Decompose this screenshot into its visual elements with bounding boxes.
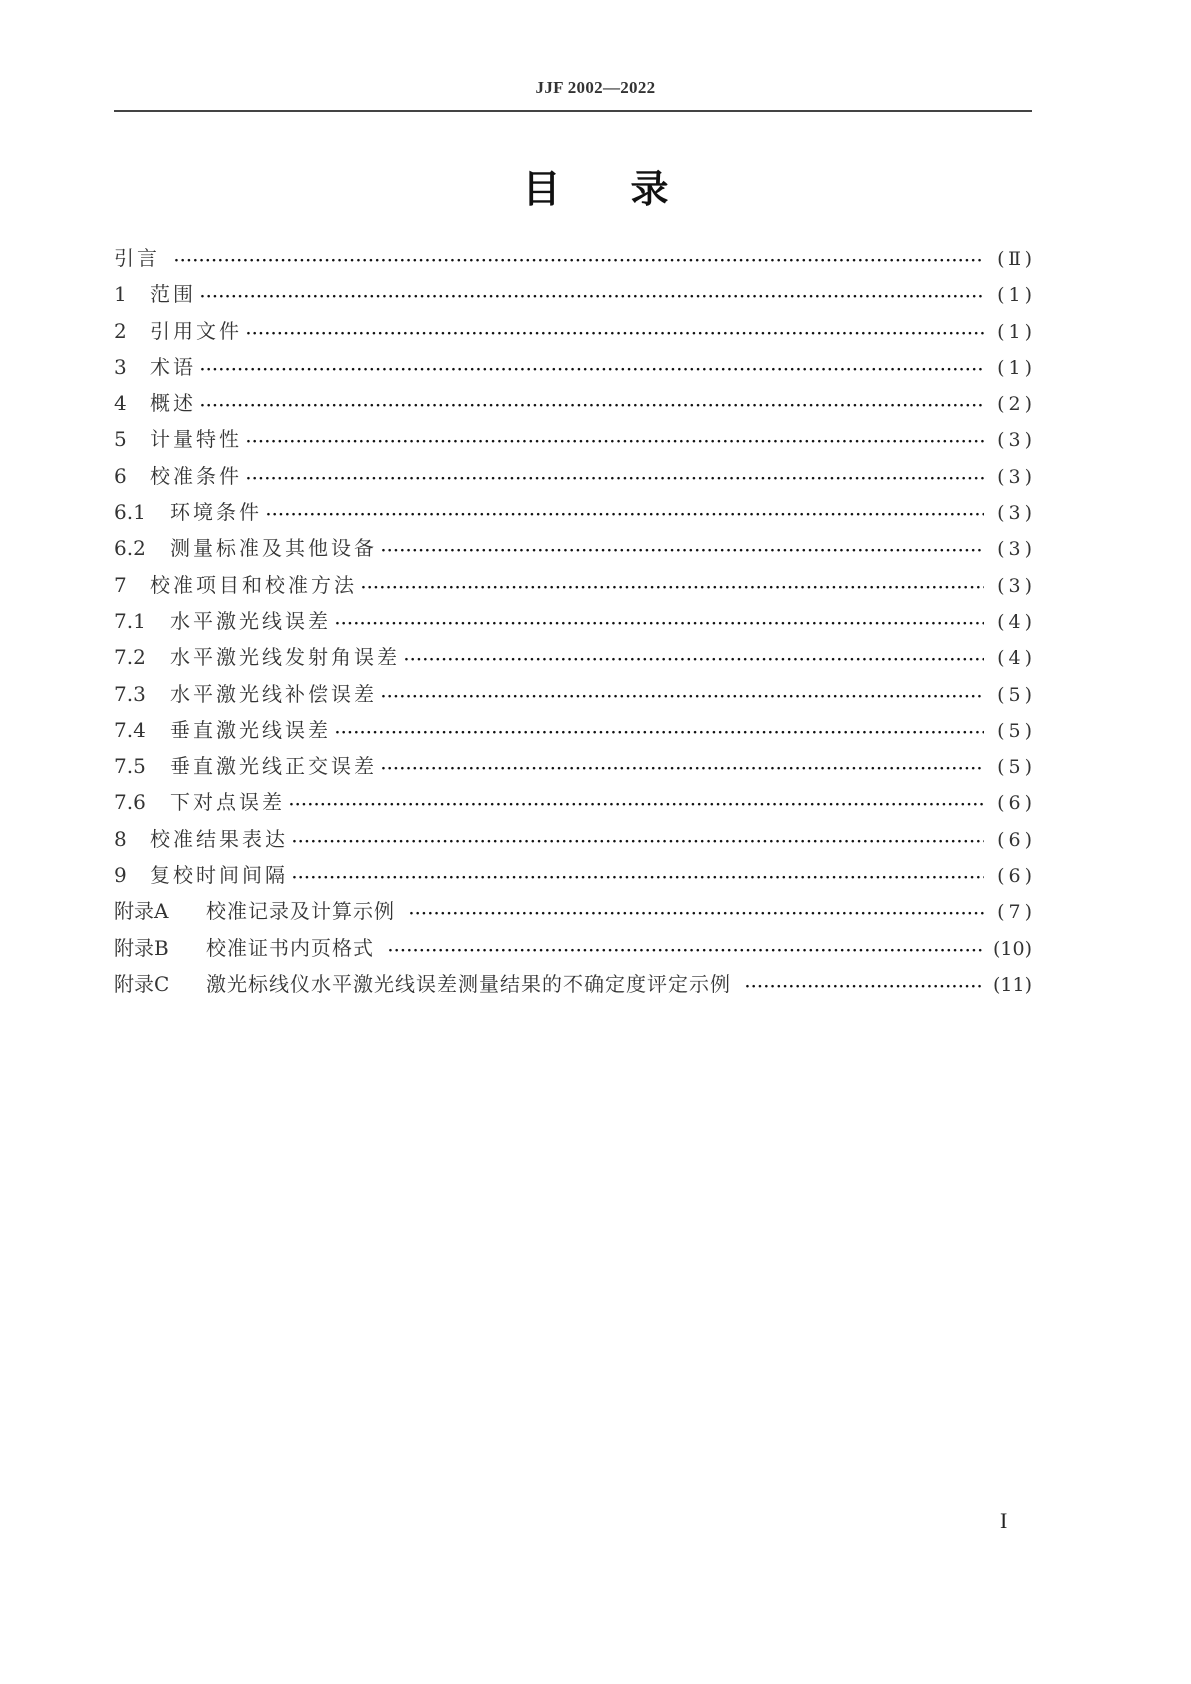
title-char-1: 目: [522, 167, 561, 211]
toc-entry-number: 7.3: [114, 681, 146, 706]
toc-entry-label: 计量特性: [150, 427, 242, 452]
toc-entry-label: 垂直激光线正交误差: [170, 754, 377, 779]
toc-leader-dots: [174, 243, 984, 279]
toc-entry-page: ( 3 ): [997, 429, 1032, 452]
toc-entry-page: ( 6 ): [997, 865, 1032, 888]
toc-leader-dots: [404, 642, 984, 678]
toc-entry-label: 术语: [150, 354, 196, 379]
toc-entry-label: 水平激光线发射角误差: [170, 645, 400, 670]
toc-entry-number: 7.2: [114, 645, 146, 670]
toc-entry[interactable]: [114, 349, 1032, 385]
toc-entry-number: 6.1: [114, 500, 146, 525]
toc-leader-dots: [289, 787, 984, 823]
toc-entry[interactable]: [114, 458, 1032, 494]
toc-entry-label: 环境条件: [170, 500, 262, 525]
toc-entry[interactable]: [114, 784, 1032, 820]
toc-leader-dots: [388, 933, 984, 969]
toc-entry-number: 附录C: [114, 971, 170, 996]
toc-leader-dots: [409, 896, 984, 932]
toc-entry[interactable]: [114, 276, 1032, 312]
toc-leader-dots: [335, 606, 984, 642]
toc-entry-label: 垂直激光线误差: [170, 717, 331, 742]
toc-entry-label: 下对点误差: [170, 790, 285, 815]
toc-entry-number: 附录B: [114, 935, 169, 960]
toc-entry-number: 7.1: [114, 608, 146, 633]
toc-leader-dots: [381, 533, 984, 569]
toc-entry[interactable]: [114, 530, 1032, 566]
toc-entry-number: 7.6: [114, 790, 146, 815]
toc-entry[interactable]: [114, 639, 1032, 675]
toc-entry-page: ( 6 ): [997, 828, 1032, 851]
toc-entry-label: 测量标准及其他设备: [170, 536, 377, 561]
toc-entry-page: ( 3 ): [997, 502, 1032, 525]
toc-entry-label: 校准项目和校准方法: [150, 572, 357, 597]
toc-entry[interactable]: [114, 313, 1032, 349]
toc-entry-page: ( 7 ): [997, 901, 1032, 924]
toc-entry[interactable]: [114, 603, 1032, 639]
toc-entry-label: 概述: [150, 391, 196, 416]
toc-entry-page: ( 6 ): [997, 792, 1032, 815]
toc-entry-number: 2: [114, 318, 127, 343]
toc-entry-number: 3: [114, 354, 127, 379]
toc-leader-dots: [200, 279, 984, 315]
toc-entry-number: 8: [114, 826, 127, 851]
toc-entry-label: 激光标线仪水平激光线误差测量结果的不确定度评定示例: [206, 971, 731, 996]
toc-entry-page: ( 1 ): [997, 320, 1032, 343]
toc-entry[interactable]: [114, 821, 1032, 857]
toc-entry-page: ( Ⅱ ): [997, 248, 1032, 270]
toc-leader-dots: [292, 824, 984, 860]
toc-entry-number: 4: [114, 391, 127, 416]
toc-entry-page: ( 4 ): [997, 647, 1032, 670]
toc-entry-number: 6: [114, 463, 127, 488]
toc-leader-dots: [361, 570, 984, 606]
toc-entry[interactable]: [114, 893, 1032, 929]
toc-leader-dots: [381, 679, 984, 715]
toc-entry-label: 校准结果表达: [150, 826, 288, 851]
toc-entry[interactable]: [114, 567, 1032, 603]
toc-entry-page: ( 5 ): [997, 756, 1032, 779]
toc-entry-page: ( 3 ): [997, 538, 1032, 561]
toc-entry-number: 6.2: [114, 536, 146, 561]
toc-entry-label: 引用文件: [150, 318, 242, 343]
toc-entry[interactable]: [114, 676, 1032, 712]
page-number: I: [1000, 1508, 1008, 1533]
toc-entry-page: ( 4 ): [997, 610, 1032, 633]
toc-leader-dots: [381, 751, 984, 787]
toc-entry-page: ( 2 ): [997, 393, 1032, 416]
toc-entry-number: 9: [114, 863, 127, 888]
toc-entry-number: 1: [114, 282, 127, 307]
toc-leader-dots: [246, 424, 984, 460]
toc-entry-number: 7.5: [114, 754, 146, 779]
toc-entry-label: 引言: [114, 246, 160, 270]
toc-entry-label: 校准条件: [150, 463, 242, 488]
toc-entry[interactable]: [114, 748, 1032, 784]
toc-entry-label: 水平激光线误差: [170, 608, 331, 633]
toc-entry-label: 复校时间间隔: [150, 863, 288, 888]
page-title: [0, 158, 1191, 213]
toc-entry-label: 校准证书内页格式: [206, 935, 374, 960]
toc-leader-dots: [292, 860, 984, 896]
toc-entry-page: ( 3 ): [997, 465, 1032, 488]
toc-entry[interactable]: [114, 857, 1032, 893]
toc-entry-number: 7.4: [114, 717, 146, 742]
toc-entry-label: 范围: [150, 282, 196, 307]
toc-entry[interactable]: [114, 712, 1032, 748]
toc-entry[interactable]: [114, 421, 1032, 457]
toc-leader-dots: [335, 715, 984, 751]
standard-code: JJF 2002—2022: [535, 78, 656, 97]
toc-leader-dots: [246, 461, 984, 497]
toc-entry[interactable]: [114, 930, 1032, 966]
toc-entry[interactable]: [114, 240, 1032, 276]
header-rule: [114, 110, 1032, 112]
toc-entry-page: (10): [992, 937, 1032, 960]
toc-leader-dots: [200, 352, 984, 388]
toc-entry-number: 7: [114, 572, 127, 597]
toc-entry-page: ( 1 ): [997, 284, 1032, 307]
toc-entry-page: (11): [992, 973, 1032, 996]
toc-leader-dots: [200, 388, 984, 424]
toc-leader-dots: [246, 316, 984, 352]
toc-entry-page: ( 1 ): [997, 356, 1032, 379]
toc-leader-dots: [745, 969, 984, 1005]
toc-entry-page: ( 5 ): [997, 683, 1032, 706]
toc-entry[interactable]: [114, 494, 1032, 530]
toc-entry-page: ( 5 ): [997, 719, 1032, 742]
toc-entry-label: 水平激光线补偿误差: [170, 681, 377, 706]
toc-entry[interactable]: [114, 385, 1032, 421]
toc-entry-number: 附录A: [114, 899, 169, 924]
title-char-2: 录: [630, 167, 669, 211]
running-header: [0, 78, 1191, 98]
toc-entry-label: 校准记录及计算示例: [206, 899, 395, 924]
toc-entry[interactable]: [114, 966, 1032, 1002]
table-of-contents: [114, 240, 1032, 1002]
toc-entry-number: 5: [114, 427, 127, 452]
toc-entry-page: ( 3 ): [997, 574, 1032, 597]
toc-leader-dots: [266, 497, 984, 533]
